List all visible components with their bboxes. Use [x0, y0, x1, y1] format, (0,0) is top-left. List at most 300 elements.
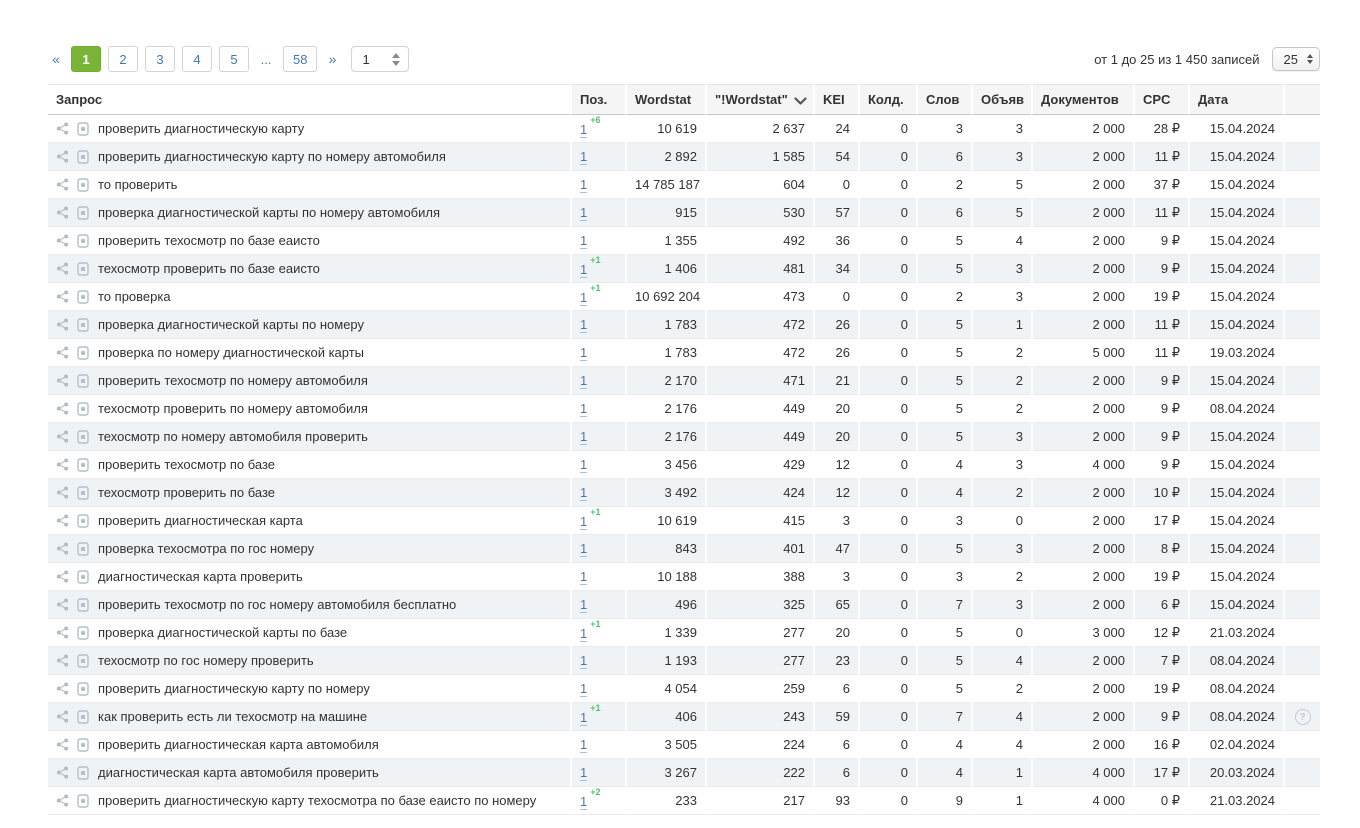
top-bar [48, 46, 1320, 72]
cpc-cell: 37 ₽ [1133, 171, 1188, 199]
obyav-cell: 3 [971, 591, 1031, 619]
query-cell [48, 171, 570, 199]
document-icon[interactable] [77, 206, 89, 220]
wordstat-exact-cell: 388 [705, 563, 813, 591]
help-icon[interactable]: ? [1295, 709, 1311, 725]
position-link[interactable]: 1 [580, 429, 588, 444]
documents-cell: 2 000 [1031, 283, 1133, 311]
extra-cell [1283, 227, 1320, 255]
document-icon[interactable] [77, 402, 89, 416]
query-text: проверить техосмотр по базе еаисто [98, 233, 320, 248]
table-row [48, 759, 1320, 787]
position-link[interactable]: 1 [580, 121, 588, 137]
extra-cell [1283, 703, 1320, 731]
position-link[interactable]: 1 [580, 401, 588, 416]
column-header-cpc[interactable]: CPC [1133, 84, 1188, 115]
cpc-cell: 10 ₽ [1133, 479, 1188, 507]
documents-cell: 3 000 [1031, 619, 1133, 647]
position-link[interactable]: 1 [580, 569, 588, 584]
wordstat-exact-cell: 2 637 [705, 115, 813, 143]
wordstat-exact-cell: 473 [705, 283, 813, 311]
slov-cell: 2 [916, 171, 971, 199]
wordstat-exact-cell: 277 [705, 619, 813, 647]
extra-cell [1283, 339, 1320, 367]
header-row [48, 84, 1320, 115]
pagination-page-button[interactable]: 3 [145, 46, 175, 72]
page-size-value: 25 [1283, 51, 1298, 67]
column-header-kold[interactable]: Колд. [858, 84, 916, 115]
wordstat-cell: 1 355 [625, 227, 705, 255]
column-header-wordstat-exact[interactable]: "!Wordstat" [705, 84, 813, 115]
extra-cell [1283, 507, 1320, 535]
kei-cell: 6 [813, 675, 858, 703]
pagination-prev-button[interactable]: « [48, 46, 64, 72]
position-link[interactable]: 1 [580, 513, 588, 529]
page-size-select[interactable] [1272, 47, 1320, 71]
document-icon[interactable] [77, 150, 89, 164]
date-cell: 15.04.2024 [1188, 171, 1283, 199]
documents-cell: 4 000 [1031, 759, 1133, 787]
extra-cell [1283, 199, 1320, 227]
query-text: диагностическая карта проверить [98, 569, 303, 584]
wordstat-exact-cell: 415 [705, 507, 813, 535]
wordstat-exact-cell: 259 [705, 675, 813, 703]
document-icon[interactable] [77, 598, 89, 612]
position-link[interactable]: 1 [580, 541, 588, 556]
page-number-stepper[interactable] [388, 51, 404, 68]
kei-cell: 93 [813, 787, 858, 815]
kold-cell: 0 [858, 367, 916, 395]
query-cell [48, 563, 570, 591]
position-link[interactable]: 1 [580, 653, 588, 668]
slov-cell: 7 [916, 591, 971, 619]
slov-cell: 4 [916, 451, 971, 479]
extra-cell [1283, 619, 1320, 647]
extra-cell [1283, 367, 1320, 395]
kei-cell: 6 [813, 759, 858, 787]
cpc-cell: 19 ₽ [1133, 675, 1188, 703]
position-link[interactable]: 1 [580, 373, 588, 388]
query-text: диагностическая карта автомобиля проверить [98, 765, 379, 780]
position-cell [570, 171, 625, 199]
documents-cell: 2 000 [1031, 311, 1133, 339]
query-cell [48, 115, 570, 143]
position-link[interactable]: 1 [580, 233, 588, 248]
wordstat-cell: 14 785 187 [625, 171, 705, 199]
share-icon[interactable] [56, 206, 69, 219]
document-icon[interactable] [77, 570, 89, 584]
cpc-cell: 16 ₽ [1133, 731, 1188, 759]
wordstat-exact-cell: 224 [705, 731, 813, 759]
wordstat-exact-cell: 1 585 [705, 143, 813, 171]
query-text: проверить диагностическую карту техосмотра по базе еаисто по номеру [98, 793, 537, 808]
document-icon[interactable] [77, 430, 89, 444]
page-number-input[interactable] [351, 46, 409, 72]
pagination-ellipsis: ... [256, 46, 276, 72]
stepper-down-icon[interactable] [392, 61, 400, 66]
documents-cell: 4 000 [1031, 787, 1133, 815]
share-icon[interactable] [56, 710, 69, 723]
position-link[interactable]: 1 [580, 681, 588, 696]
position-link[interactable]: 1 [580, 205, 588, 220]
date-cell: 15.04.2024 [1188, 199, 1283, 227]
query-text: проверка техосмотра по гос номеру [98, 541, 315, 556]
position-cell [570, 199, 625, 227]
extra-cell [1283, 451, 1320, 479]
extra-cell [1283, 479, 1320, 507]
documents-cell: 2 000 [1031, 675, 1133, 703]
keywords-table [48, 84, 1320, 815]
column-header-kei[interactable]: KEI [813, 84, 858, 115]
position-cell [570, 451, 625, 479]
share-icon[interactable] [56, 374, 69, 387]
kei-cell: 36 [813, 227, 858, 255]
share-icon[interactable] [56, 458, 69, 471]
document-icon[interactable] [77, 738, 89, 752]
share-icon[interactable] [56, 794, 69, 807]
documents-cell: 2 000 [1031, 395, 1133, 423]
document-icon[interactable] [77, 654, 89, 668]
position-cell [570, 255, 625, 283]
document-icon[interactable] [77, 766, 89, 780]
kold-cell: 0 [858, 731, 916, 759]
kold-cell: 0 [858, 535, 916, 563]
obyav-cell: 1 [971, 787, 1031, 815]
table-row [48, 143, 1320, 171]
share-icon[interactable] [56, 290, 69, 303]
position-cell [570, 787, 625, 815]
cpc-cell: 7 ₽ [1133, 647, 1188, 675]
slov-cell: 4 [916, 759, 971, 787]
kold-cell: 0 [858, 227, 916, 255]
wordstat-exact-cell: 277 [705, 647, 813, 675]
cpc-cell: 9 ₽ [1133, 227, 1188, 255]
position-cell [570, 619, 625, 647]
position-link[interactable]: 1 [580, 597, 588, 612]
slov-cell: 3 [916, 115, 971, 143]
obyav-cell: 4 [971, 647, 1031, 675]
query-cell [48, 787, 570, 815]
table-row [48, 619, 1320, 647]
wordstat-cell: 1 783 [625, 339, 705, 367]
date-cell: 15.04.2024 [1188, 115, 1283, 143]
position-cell [570, 675, 625, 703]
share-icon[interactable] [56, 430, 69, 443]
kold-cell: 0 [858, 563, 916, 591]
obyav-cell: 1 [971, 759, 1031, 787]
document-icon[interactable] [77, 178, 89, 192]
position-link[interactable]: 1 [580, 317, 588, 332]
share-icon[interactable] [56, 346, 69, 359]
position-link[interactable]: 1 [580, 709, 588, 725]
column-header-documents[interactable]: Документов [1031, 84, 1133, 115]
pagination-next-button[interactable]: » [324, 46, 340, 72]
document-icon[interactable] [77, 318, 89, 332]
pagination-page-button[interactable]: 1 [71, 46, 101, 72]
wordstat-cell: 10 619 [625, 507, 705, 535]
share-icon[interactable] [56, 122, 69, 135]
wordstat-cell: 3 492 [625, 479, 705, 507]
position-link[interactable]: 1 [580, 149, 588, 164]
document-icon[interactable] [77, 710, 89, 724]
query-cell [48, 451, 570, 479]
share-icon[interactable] [56, 766, 69, 779]
share-icon[interactable] [56, 626, 69, 639]
kold-cell: 0 [858, 451, 916, 479]
column-header-wordstat[interactable]: Wordstat [625, 84, 705, 115]
query-cell [48, 367, 570, 395]
stepper-up-icon[interactable] [392, 53, 400, 58]
document-icon[interactable] [77, 682, 89, 696]
position-delta: +1 [590, 255, 601, 266]
share-icon[interactable] [56, 262, 69, 275]
date-cell: 15.04.2024 [1188, 563, 1283, 591]
kei-cell: 12 [813, 451, 858, 479]
document-icon[interactable] [77, 626, 89, 640]
document-icon[interactable] [77, 374, 89, 388]
date-cell: 15.04.2024 [1188, 255, 1283, 283]
share-icon[interactable] [56, 654, 69, 667]
table-row [48, 647, 1320, 675]
kold-cell: 0 [858, 311, 916, 339]
date-cell: 19.03.2024 [1188, 339, 1283, 367]
position-cell [570, 507, 625, 535]
query-text: проверка диагностической карты по базе [98, 625, 348, 640]
position-link[interactable]: 1 [580, 765, 588, 780]
wordstat-cell: 3 267 [625, 759, 705, 787]
query-text: то проверка [98, 289, 171, 304]
position-link[interactable]: 1 [580, 289, 588, 305]
documents-cell: 2 000 [1031, 367, 1133, 395]
cpc-cell: 9 ₽ [1133, 255, 1188, 283]
share-icon[interactable] [56, 514, 69, 527]
documents-cell: 5 000 [1031, 339, 1133, 367]
wordstat-exact-cell: 481 [705, 255, 813, 283]
obyav-cell: 2 [971, 367, 1031, 395]
position-link[interactable]: 1 [580, 345, 588, 360]
share-icon[interactable] [56, 738, 69, 751]
cpc-cell: 19 ₽ [1133, 283, 1188, 311]
position-cell [570, 563, 625, 591]
document-icon[interactable] [77, 486, 89, 500]
pagination-page-button[interactable]: 4 [182, 46, 212, 72]
slov-cell: 5 [916, 255, 971, 283]
position-link[interactable]: 1 [580, 261, 588, 277]
kei-cell: 34 [813, 255, 858, 283]
kold-cell: 0 [858, 395, 916, 423]
query-text: проверить диагностическую карту по номеру [98, 681, 370, 696]
obyav-cell: 3 [971, 423, 1031, 451]
position-link[interactable]: 1 [580, 485, 588, 500]
cpc-cell: 9 ₽ [1133, 703, 1188, 731]
document-icon[interactable] [77, 346, 89, 360]
share-icon[interactable] [56, 150, 69, 163]
documents-cell: 2 000 [1031, 143, 1133, 171]
cpc-cell: 9 ₽ [1133, 423, 1188, 451]
document-icon[interactable] [77, 234, 89, 248]
document-icon[interactable] [77, 542, 89, 556]
position-delta: +1 [590, 703, 601, 714]
slov-cell: 5 [916, 367, 971, 395]
query-text: проверить техосмотр по базе [98, 457, 275, 472]
pagination-page-button[interactable]: 2 [108, 46, 138, 72]
kei-cell: 65 [813, 591, 858, 619]
query-cell [48, 591, 570, 619]
query-text: проверка по номеру диагностической карты [98, 345, 365, 360]
extra-cell [1283, 395, 1320, 423]
wordstat-cell: 496 [625, 591, 705, 619]
cpc-cell: 11 ₽ [1133, 199, 1188, 227]
slov-cell: 5 [916, 647, 971, 675]
wordstat-cell: 406 [625, 703, 705, 731]
query-cell [48, 311, 570, 339]
query-text: техосмотр проверить по базе [98, 485, 275, 500]
obyav-cell: 2 [971, 675, 1031, 703]
position-cell [570, 703, 625, 731]
table-body [48, 115, 1320, 815]
share-icon[interactable] [56, 682, 69, 695]
kold-cell: 0 [858, 759, 916, 787]
wordstat-exact-cell: 429 [705, 451, 813, 479]
cpc-cell: 6 ₽ [1133, 591, 1188, 619]
table-row [48, 423, 1320, 451]
share-icon[interactable] [56, 178, 69, 191]
kei-cell: 0 [813, 171, 858, 199]
position-cell [570, 591, 625, 619]
documents-cell: 2 000 [1031, 115, 1133, 143]
obyav-cell: 4 [971, 731, 1031, 759]
query-cell [48, 675, 570, 703]
wordstat-exact-cell: 401 [705, 535, 813, 563]
date-cell: 15.04.2024 [1188, 451, 1283, 479]
obyav-cell: 3 [971, 535, 1031, 563]
documents-cell: 2 000 [1031, 171, 1133, 199]
obyav-cell: 2 [971, 339, 1031, 367]
documents-cell: 2 000 [1031, 227, 1133, 255]
share-icon[interactable] [56, 486, 69, 499]
date-cell: 15.04.2024 [1188, 367, 1283, 395]
position-cell [570, 143, 625, 171]
query-text: как проверить есть ли техосмотр на машине [98, 709, 368, 724]
pagination-page-button[interactable]: 5 [219, 46, 249, 72]
position-cell [570, 227, 625, 255]
cpc-cell: 8 ₽ [1133, 535, 1188, 563]
share-icon[interactable] [56, 402, 69, 415]
table-row [48, 367, 1320, 395]
document-icon[interactable] [77, 290, 89, 304]
wordstat-cell: 2 892 [625, 143, 705, 171]
slov-cell: 3 [916, 507, 971, 535]
obyav-cell: 4 [971, 703, 1031, 731]
document-icon[interactable] [77, 514, 89, 528]
query-cell [48, 535, 570, 563]
position-cell [570, 283, 625, 311]
share-icon[interactable] [56, 318, 69, 331]
cpc-cell: 28 ₽ [1133, 115, 1188, 143]
query-cell [48, 227, 570, 255]
kold-cell: 0 [858, 479, 916, 507]
table-row [48, 535, 1320, 563]
date-cell: 21.03.2024 [1188, 619, 1283, 647]
kold-cell: 0 [858, 675, 916, 703]
position-link[interactable]: 1 [580, 177, 588, 192]
kei-cell: 12 [813, 479, 858, 507]
share-icon[interactable] [56, 570, 69, 583]
kold-cell: 0 [858, 115, 916, 143]
position-link[interactable]: 1 [580, 457, 588, 472]
document-icon[interactable] [77, 262, 89, 276]
pagination-page-button[interactable]: 58 [283, 46, 317, 72]
kei-cell: 59 [813, 703, 858, 731]
slov-cell: 5 [916, 311, 971, 339]
kold-cell: 0 [858, 619, 916, 647]
date-cell: 15.04.2024 [1188, 143, 1283, 171]
wordstat-exact-cell: 472 [705, 339, 813, 367]
documents-cell: 2 000 [1031, 423, 1133, 451]
document-icon[interactable] [77, 458, 89, 472]
wordstat-cell: 1 783 [625, 311, 705, 339]
query-text: проверить диагностическую карту по номеру автомобиля [98, 149, 446, 164]
extra-cell [1283, 255, 1320, 283]
slov-cell: 7 [916, 703, 971, 731]
kei-cell: 6 [813, 731, 858, 759]
cpc-cell: 17 ₽ [1133, 759, 1188, 787]
date-cell: 15.04.2024 [1188, 283, 1283, 311]
query-text: техосмотр по номеру автомобиля проверить [98, 429, 368, 444]
obyav-cell: 0 [971, 507, 1031, 535]
wordstat-exact-cell: 604 [705, 171, 813, 199]
query-text: техосмотр проверить по номеру автомобиля [98, 401, 368, 416]
position-link[interactable]: 1 [580, 625, 588, 641]
query-text: проверить диагностическая карта [98, 513, 303, 528]
documents-cell: 4 000 [1031, 451, 1133, 479]
slov-cell: 5 [916, 395, 971, 423]
kei-cell: 3 [813, 563, 858, 591]
column-header-position[interactable]: Поз. [570, 84, 625, 115]
share-icon[interactable] [56, 542, 69, 555]
table-row [48, 255, 1320, 283]
position-link[interactable]: 1 [580, 793, 588, 809]
kold-cell: 0 [858, 787, 916, 815]
wordstat-exact-cell: 217 [705, 787, 813, 815]
extra-cell [1283, 311, 1320, 339]
table-row [48, 451, 1320, 479]
page-number-value: 1 [362, 51, 370, 67]
column-header-date[interactable]: Дата [1188, 84, 1283, 115]
share-icon[interactable] [56, 234, 69, 247]
date-cell: 15.04.2024 [1188, 479, 1283, 507]
query-text: проверить техосмотр по номеру автомобиля [98, 373, 368, 388]
position-cell [570, 759, 625, 787]
table-row [48, 591, 1320, 619]
query-text: проверка диагностической карты по номеру автомобиля [98, 205, 441, 220]
wordstat-cell: 4 054 [625, 675, 705, 703]
date-cell: 08.04.2024 [1188, 703, 1283, 731]
column-header-slov[interactable]: Слов [916, 84, 971, 115]
document-icon[interactable] [77, 122, 89, 136]
column-header-obyav[interactable]: Объяв [971, 84, 1031, 115]
wordstat-cell: 2 176 [625, 423, 705, 451]
query-cell [48, 395, 570, 423]
kei-cell: 47 [813, 535, 858, 563]
position-link[interactable]: 1 [580, 737, 588, 752]
share-icon[interactable] [56, 598, 69, 611]
query-cell [48, 703, 570, 731]
obyav-cell: 1 [971, 311, 1031, 339]
document-icon[interactable] [77, 794, 89, 808]
position-cell [570, 647, 625, 675]
documents-cell: 2 000 [1031, 535, 1133, 563]
